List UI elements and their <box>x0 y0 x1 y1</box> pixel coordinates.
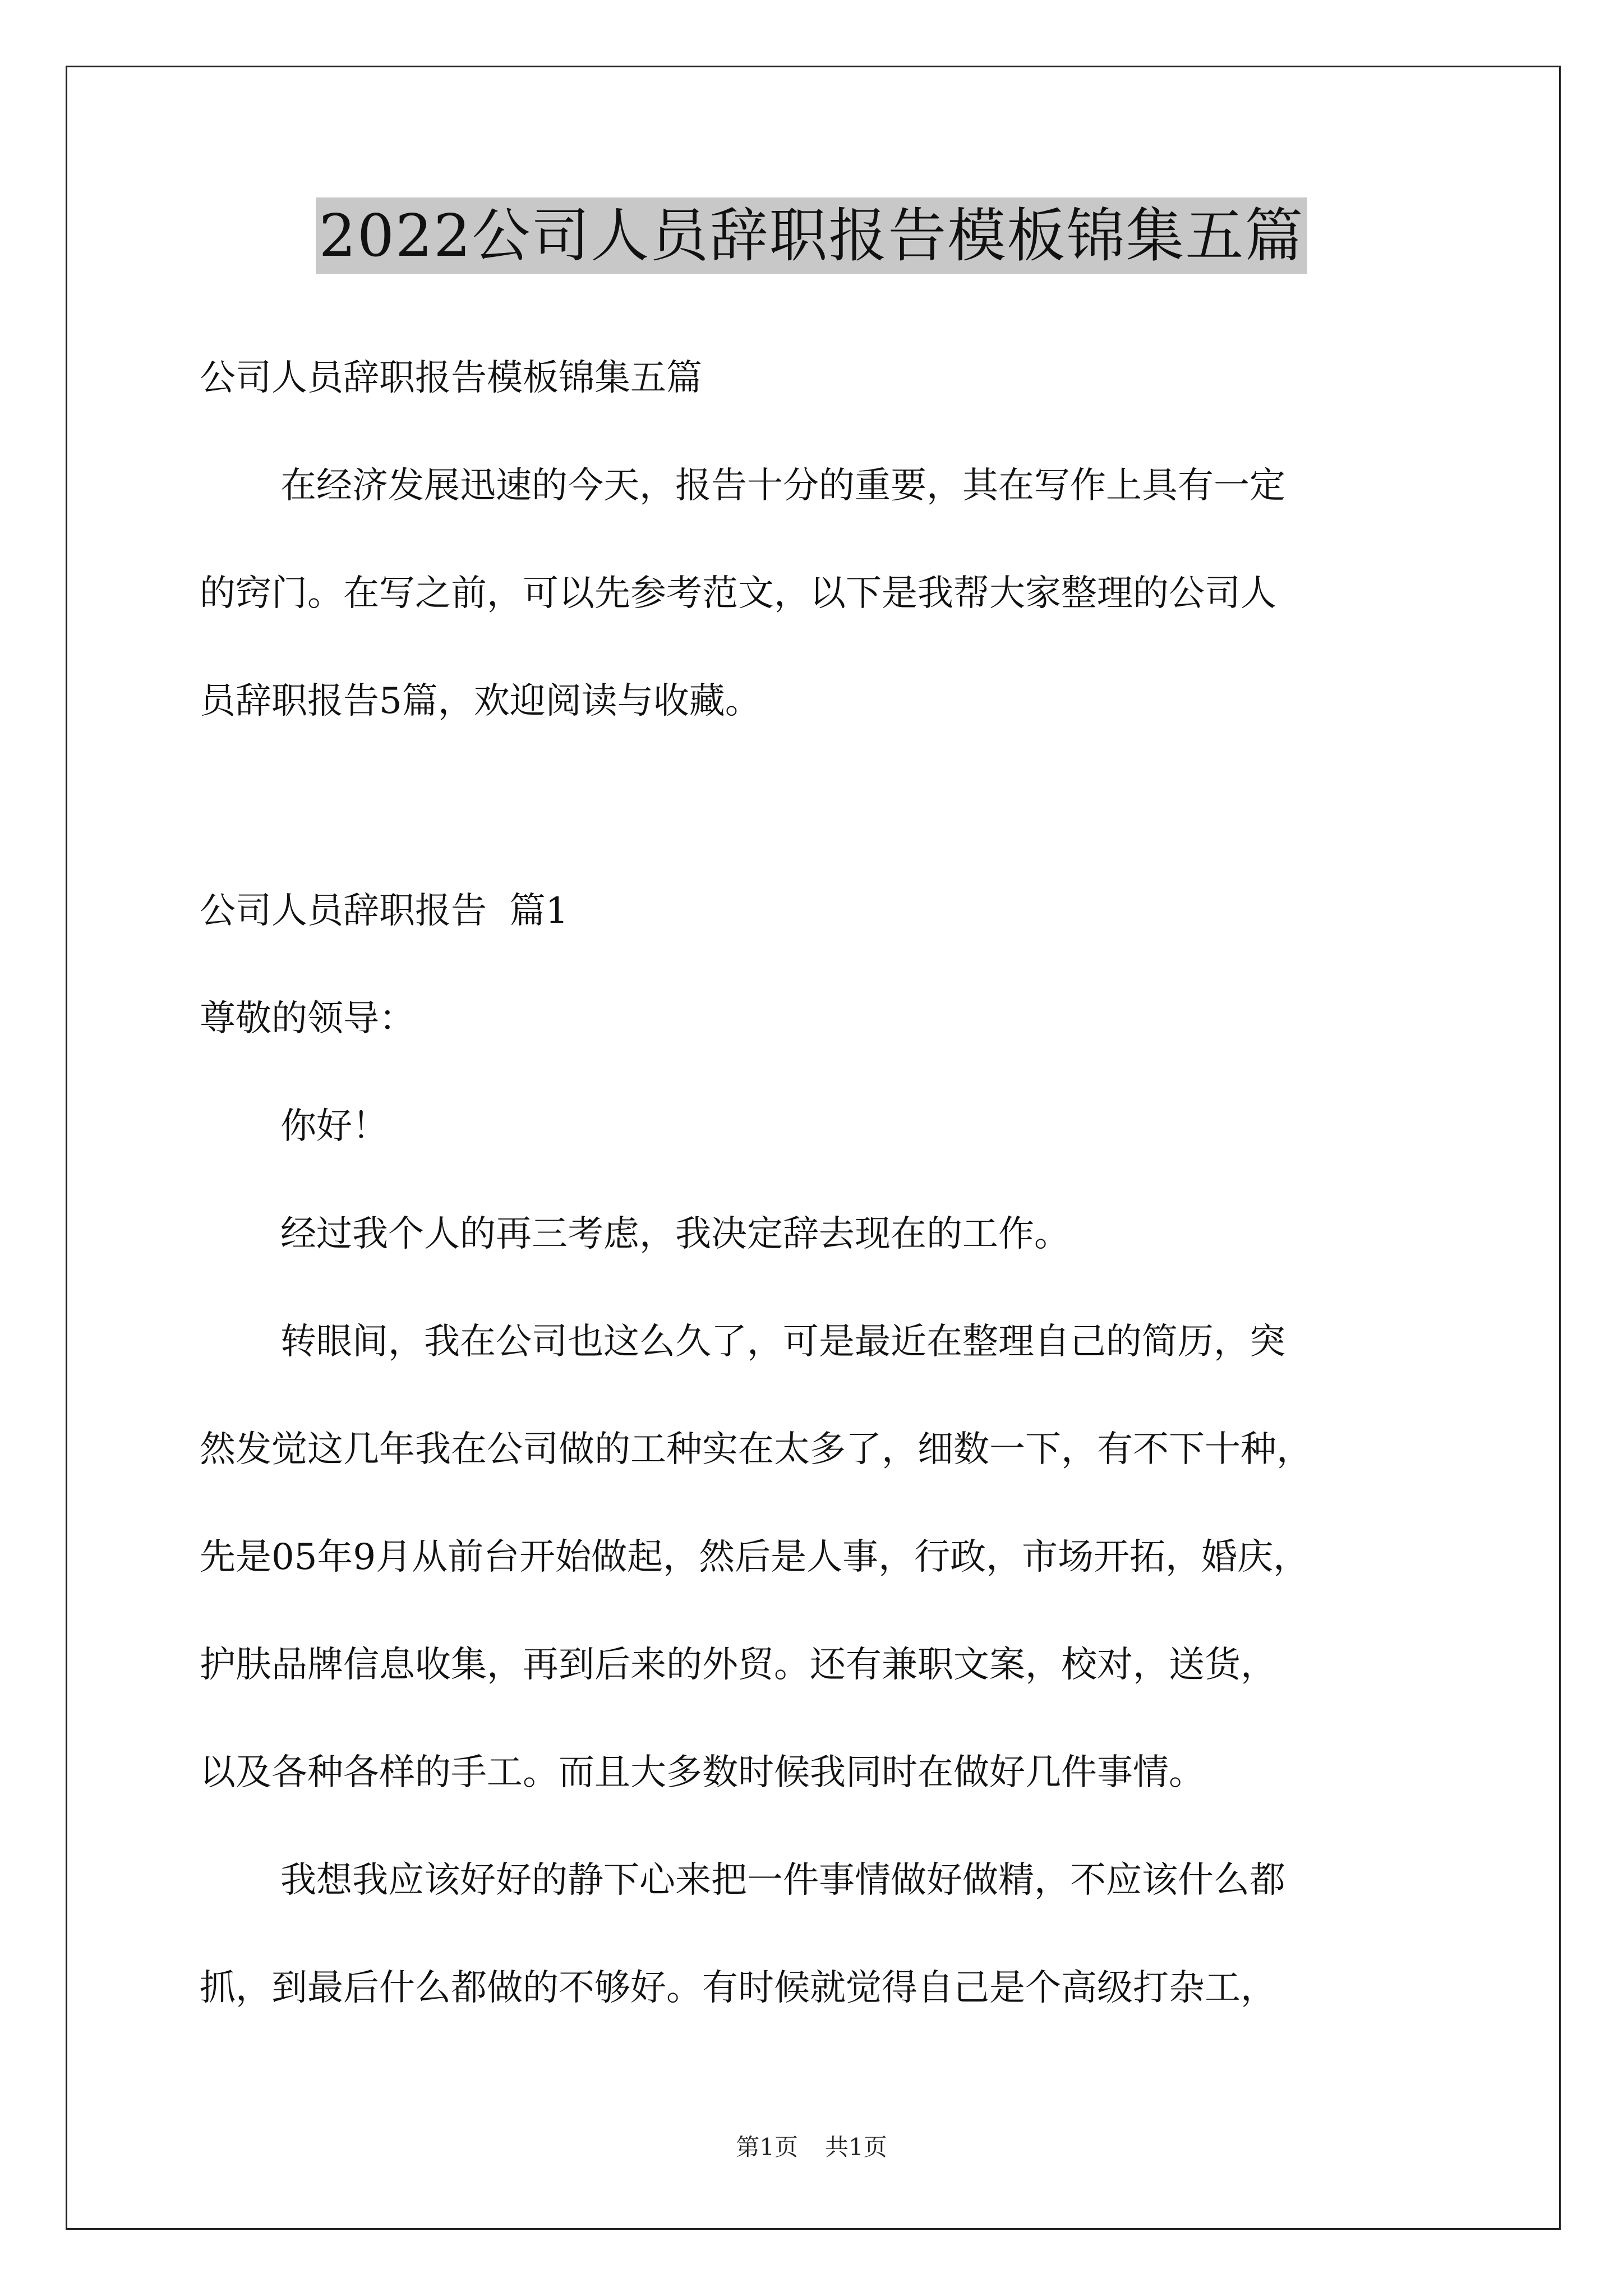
paragraph-line: 先是05年9月从前台开始做起，然后是人事，行政，市场开拓，婚庆， <box>200 1536 1310 1578</box>
paragraph-line: 然发觉这几年我在公司做的工种实在太多了，细数一下，有不下十种， <box>200 1429 1312 1470</box>
paragraph-line: 转眼间，我在公司也这么久了，可是最近在整理自己的简历，突 <box>280 1321 1285 1363</box>
title-container <box>0 197 1623 274</box>
intro-line: 员辞职报告5篇，欢迎阅读与收藏。 <box>200 680 761 722</box>
total-pages: 共1页 <box>825 2133 887 2161</box>
section-heading: 公司人员辞职报告 篇1 <box>200 890 569 932</box>
paragraph-line: 经过我个人的再三考虑，我决定辞去现在的工作。 <box>280 1213 1070 1255</box>
intro-line: 的窍门。在写之前，可以先参考范文，以下是我帮大家整理的公司人 <box>200 573 1276 614</box>
page-number: 第1页 <box>736 2133 798 2161</box>
document-subtitle: 公司人员辞职报告模板锦集五篇 <box>200 357 702 399</box>
paragraph-line: 护肤品牌信息收集，再到后来的外贸。还有兼职文案，校对，送货， <box>200 1644 1276 1686</box>
intro-line: 在经济发展迅速的今天，报告十分的重要，其在写作上具有一定 <box>280 465 1285 507</box>
page-footer <box>0 2132 1623 2163</box>
paragraph-line: 以及各种各样的手工。而且大多数时候我同时在做好几件事情。 <box>200 1752 1205 1793</box>
document-title: 2022公司人员辞职报告模板锦集五篇 <box>316 197 1308 274</box>
salutation: 尊敬的领导： <box>200 998 415 1039</box>
paragraph-line: 我想我应该好好的静下心来把一件事情做好做精，不应该什么都 <box>280 1860 1285 1901</box>
paragraph-line: 抓，到最后什么都做的不够好。有时候就觉得自己是个高级打杂工， <box>200 1967 1276 2009</box>
greeting: 你好！ <box>280 1106 388 1147</box>
